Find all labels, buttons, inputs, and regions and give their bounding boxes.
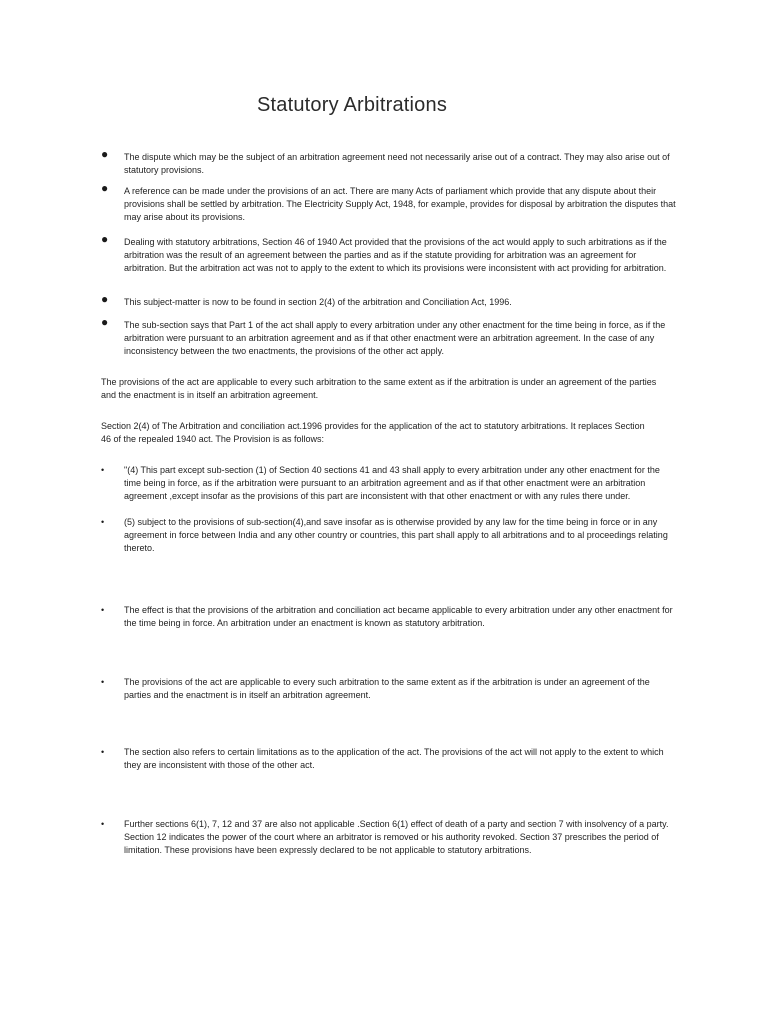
bullet-icon: • (101, 517, 105, 527)
bullet-text: The sub-section says that Part 1 of the act shall apply to every arbitration under any other enactment for the time being in force, as if the arbitration were pursuant to an arbitration agreement and as if that other enactment were an arbitration agreement. In the case of any inconsistency between the two enactments, the provisions of the other act apply. (124, 320, 666, 356)
bullet-icon: ● (101, 181, 109, 195)
bullet-text: The dispute which may be the subject of an arbitration agreement need not necessarily arise out of a contract. They may also arise out of statutory provisions. (124, 152, 670, 175)
bullet-text: The section also refers to certain limitations as to the application of the act. The provisions of the act will not apply to the extent to which they are inconsistent with those of the other act. (124, 747, 664, 770)
bullet-icon: • (101, 465, 105, 475)
bullet-icon: ● (101, 315, 109, 329)
bullet-icon: ● (101, 232, 109, 246)
bullet-icon: ● (101, 147, 109, 161)
bullet-icon: • (101, 819, 105, 829)
bullet-text: A reference can be made under the provisions of an act. There are many Acts of parliament which provide that any dispute about their provisions shall be settled by arbitration. The Electricity Supply Act, 1948, for example, provides for disposal by arbitration the disputes that may arise about its provisions. (124, 186, 676, 222)
bullet-icon: • (101, 747, 105, 757)
paragraph: Section 2(4) of The Arbitration and conciliation act.1996 provides for the application of the act to statutory arbitrations. It replaces Section 46 of the repealed 1940 act. The Provision is as follows: (101, 421, 645, 444)
bullet-text: "(4) This part except sub-section (1) of Section 40 sections 41 and 43 shall apply to every arbitration under any other enactment for the time being in force, as if the arbitration were pursuant to an arbitration agreement and as if that other enactment were an arbitration agreement ,except insofar as the provisions of this part are inconsistent with that other enactment or with any rules there under. (124, 465, 660, 501)
bullet-text: This subject-matter is now to be found in section 2(4) of the arbitration and Conciliation Act, 1996. (124, 297, 512, 307)
bullet-text: (5) subject to the provisions of sub-section(4),and save insofar as is otherwise provided by any law for the time being in force or in any agreement in force between India and any other country or countries, this part shall apply to all arbitrations and to al proceedings relating thereto. (124, 517, 668, 553)
paragraph: The provisions of the act are applicable to every such arbitration to the same extent as if the arbitration is under an agreement of the parties and the enactment is in itself an arbitration agreement. (101, 377, 657, 400)
bullet-icon: • (101, 605, 105, 615)
bullet-icon: • (101, 677, 105, 687)
bullet-text: The provisions of the act are applicable to every such arbitration to the same extent as if the arbitration is under an agreement of the parties and the enactment is in itself an arbitration agreement. (124, 677, 650, 700)
bullet-icon: ● (101, 292, 109, 306)
bullet-text: The effect is that the provisions of the arbitration and conciliation act became applicable to every arbitration under any other enactment for the time being in force. An arbitration under an enactment is known as statutory arbitration. (124, 605, 673, 628)
page-title: Statutory Arbitrations (256, 94, 448, 116)
bullet-text: Dealing with statutory arbitrations, Section 46 of 1940 Act provided that the provisions of the act would apply to such arbitrations as if the arbitration was the result of an agreement between the parties and as if the statute providing for arbitration was an agreement for arbitration. But the arbitration act was not to apply to the extent to which its provisions were inconsistent with act providing for arbitration. (124, 237, 667, 273)
bullet-text: Further sections 6(1), 7, 12 and 37 are also not applicable .Section 6(1) effect of death of a party and section 7 with insolvency of a party. Section 12 indicates the power of the court where an arbitrator is removed or his authority revoked. Section 37 prescribes the period of limitation. These provisions have been expressly declared to be not applicable to statutory arbitrations. (124, 819, 669, 855)
